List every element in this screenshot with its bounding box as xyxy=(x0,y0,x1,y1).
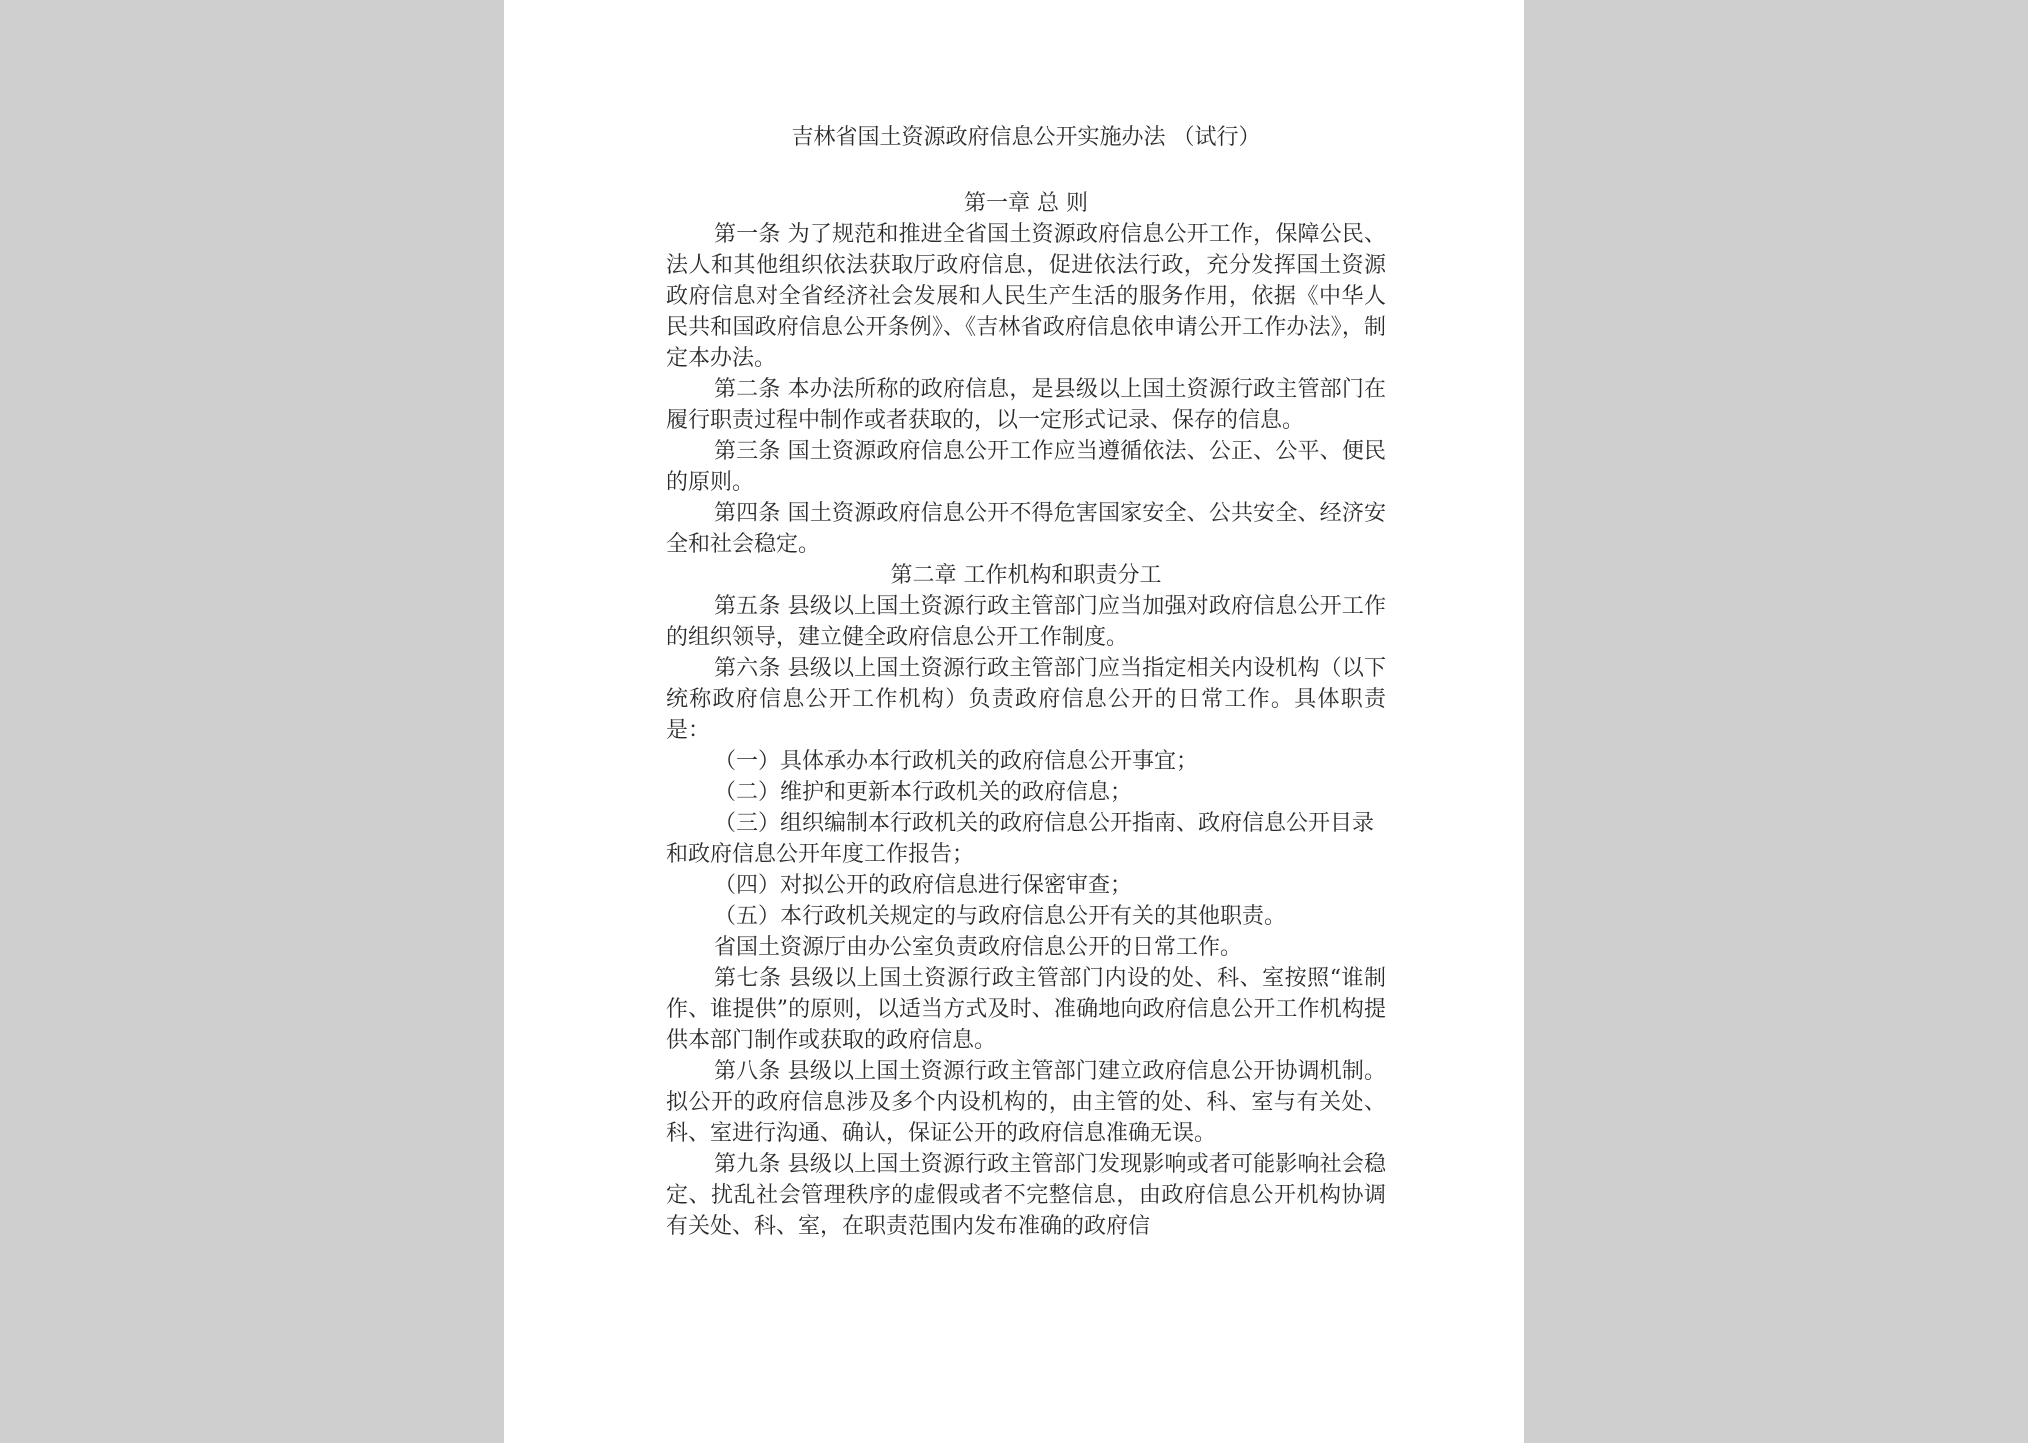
article-2: 第二条 本办法所称的政府信息，是县级以上国土资源行政主管部门在履行职责过程中制作或者获取的，以一定形式记录、保存的信息。 xyxy=(666,377,1386,433)
article-4: 第四条 国土资源政府信息公开不得危害国家安全、公共安全、经济安全和社会稳定。 xyxy=(666,501,1386,557)
article-3: 第三条 国土资源政府信息公开工作应当遵循依法、公正、公平、便民的原则。 xyxy=(666,439,1386,495)
article-8: 第八条 县级以上国土资源行政主管部门建立政府信息公开协调机制。拟公开的政府信息涉及多个内设机构的，由主管的处、科、室与有关处、科、室进行沟通、确认，保证公开的政府信息准确无误。 xyxy=(666,1059,1386,1146)
document-page xyxy=(504,0,1524,1443)
article-7: 第七条 县级以上国土资源行政主管部门内设的处、科、室按照“谁制作、谁提供”的原则，以适当方式及时、准确地向政府信息公开工作机构提供本部门制作或获取的政府信息。 xyxy=(666,966,1386,1053)
article-1: 第一条 为了规范和推进全省国土资源政府信息公开工作，保障公民、法人和其他组织依法获取厅政府信息，促进依法行政，充分发挥国土资源政府信息对全省经济社会发展和人民生产生活的服务作用，依据《中华人民共和国政府信息公开条例》、《吉林省政府信息依申请公开工作办法》，制定本办法。 xyxy=(666,222,1386,371)
article-6: 第六条 县级以上国土资源行政主管部门应当指定相关内设机构（以下统称政府信息公开工作机构）负责政府信息公开的日常工作。具体职责是： xyxy=(666,656,1386,743)
duty-item-3: （三）组织编制本行政机关的政府信息公开指南、政府信息公开目录和政府信息公开年度工作报告； xyxy=(666,811,1375,867)
chapter-heading-2: 第二章 工作机构和职责分工 xyxy=(890,563,1162,588)
document-body xyxy=(666,118,1386,1242)
duty-item-2: （二）维护和更新本行政机关的政府信息； xyxy=(714,780,1133,805)
office-note: 省国土资源厅由办公室负责政府信息公开的日常工作。 xyxy=(714,935,1243,960)
duty-item-1: （一）具体承办本行政机关的政府信息公开事宜； xyxy=(714,749,1199,774)
duty-item-5: （五）本行政机关规定的与政府信息公开有关的其他职责。 xyxy=(714,904,1287,929)
article-5: 第五条 县级以上国土资源行政主管部门应当加强对政府信息公开工作的组织领导，建立健全政府信息公开工作制度。 xyxy=(666,594,1386,650)
document-title: 吉林省国土资源政府信息公开实施办法 （试行） xyxy=(791,125,1261,150)
duty-item-4: （四）对拟公开的政府信息进行保密审查； xyxy=(714,873,1133,898)
article-9: 第九条 县级以上国土资源行政主管部门发现影响或者可能影响社会稳定、扰乱社会管理秩序的虚假或者不完整信息，由政府信息公开机构协调有关处、科、室，在职责范围内发布准确的政府信 xyxy=(666,1152,1386,1239)
chapter-heading-1: 第一章 总 则 xyxy=(964,191,1088,216)
